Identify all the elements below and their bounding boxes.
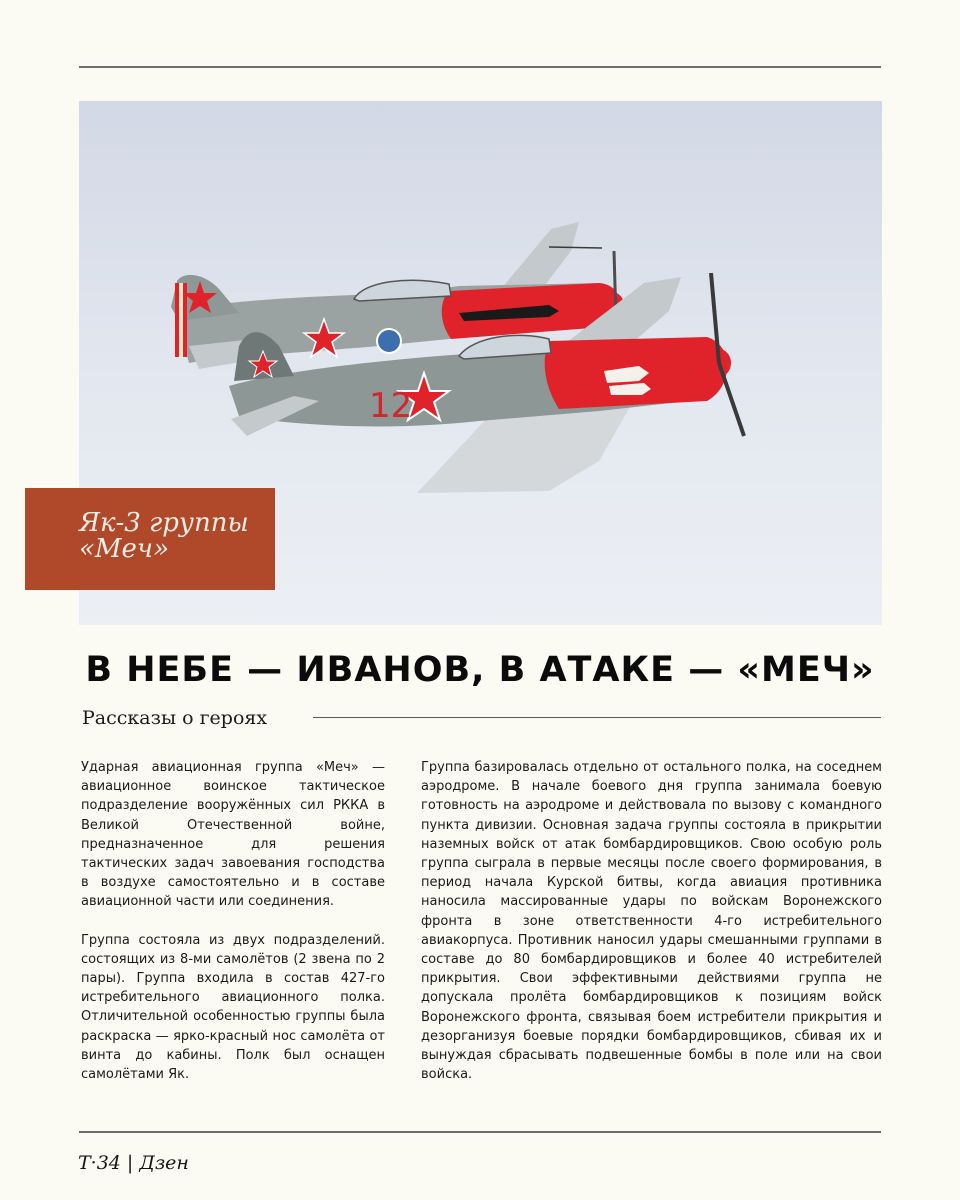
article-column-left: [81, 758, 385, 1103]
top-divider: [79, 66, 881, 68]
article-subtitle: Рассказы о героях: [82, 707, 268, 729]
paragraph: Группа базировалась отдельно от остального полка, на соседнем аэродроме. В начале боевого дня группа занимала боевую готовность на аэродроме и действовала по вызову с командного пункта дивизии. Основная задача группы состояла в прикрытии наземных войск от атак бомбардировщиков. Свою особую роль группа сыграла в первые месяцы после своего формирования, в период начала Курской битвы, когда авиация противника наносила массированные удары по войскам Воронежского фронта в зоне ответственности 4-го истребительного авиакорпуса. Противник наносил удары смешанными группами в составе до 80 бомбардировщиков и более 40 истребителей прикрытия. Свои эффективными действиями группа не допускала пролёта бомбардировщиков к позициям войск Воронежского фронта, связывая боем истребители прикрытия и дезорганизуя боевые порядки бомбардировщиков, сбивая их и вынуждая сбрасывать подвешенные бомбы в поле или на свои войска.: [421, 760, 882, 1083]
bottom-divider: [79, 1131, 881, 1133]
photo-caption: [25, 488, 275, 590]
subtitle-divider: [313, 717, 881, 718]
caption-line-2: «Меч»: [79, 534, 169, 564]
tail-number: 12: [369, 386, 413, 426]
article-headline: В НЕБЕ — ИВАНОВ, В АТАКЕ — «МЕЧ»: [85, 650, 875, 690]
caption-line-1: Як-3 группы: [79, 508, 249, 538]
paragraph: Группа состояла из двух подразделений. состоящих из 8-ми самолётов (2 звена по 2 пары). Группа входила в состав 427-го истребительного авиационного полка. Отличительной особенностью группы была раскраска — ярко-красный нос самолёта от винта до кабины. Полк был оснащен самолётами Як.: [81, 932, 385, 1083]
paragraph: Ударная авиационная группа «Меч» — авиационное воинское тактическое подразделение вооружённых сил РККА в Великой Отечественной войне, предназначенное для решения тактических задач завоевания господства в воздухе самостоятельно и в составе авиационной части или соединения.: [81, 760, 385, 910]
article-column-right: [421, 758, 882, 1103]
footer-label: Т·34 | Дзен: [78, 1152, 189, 1174]
